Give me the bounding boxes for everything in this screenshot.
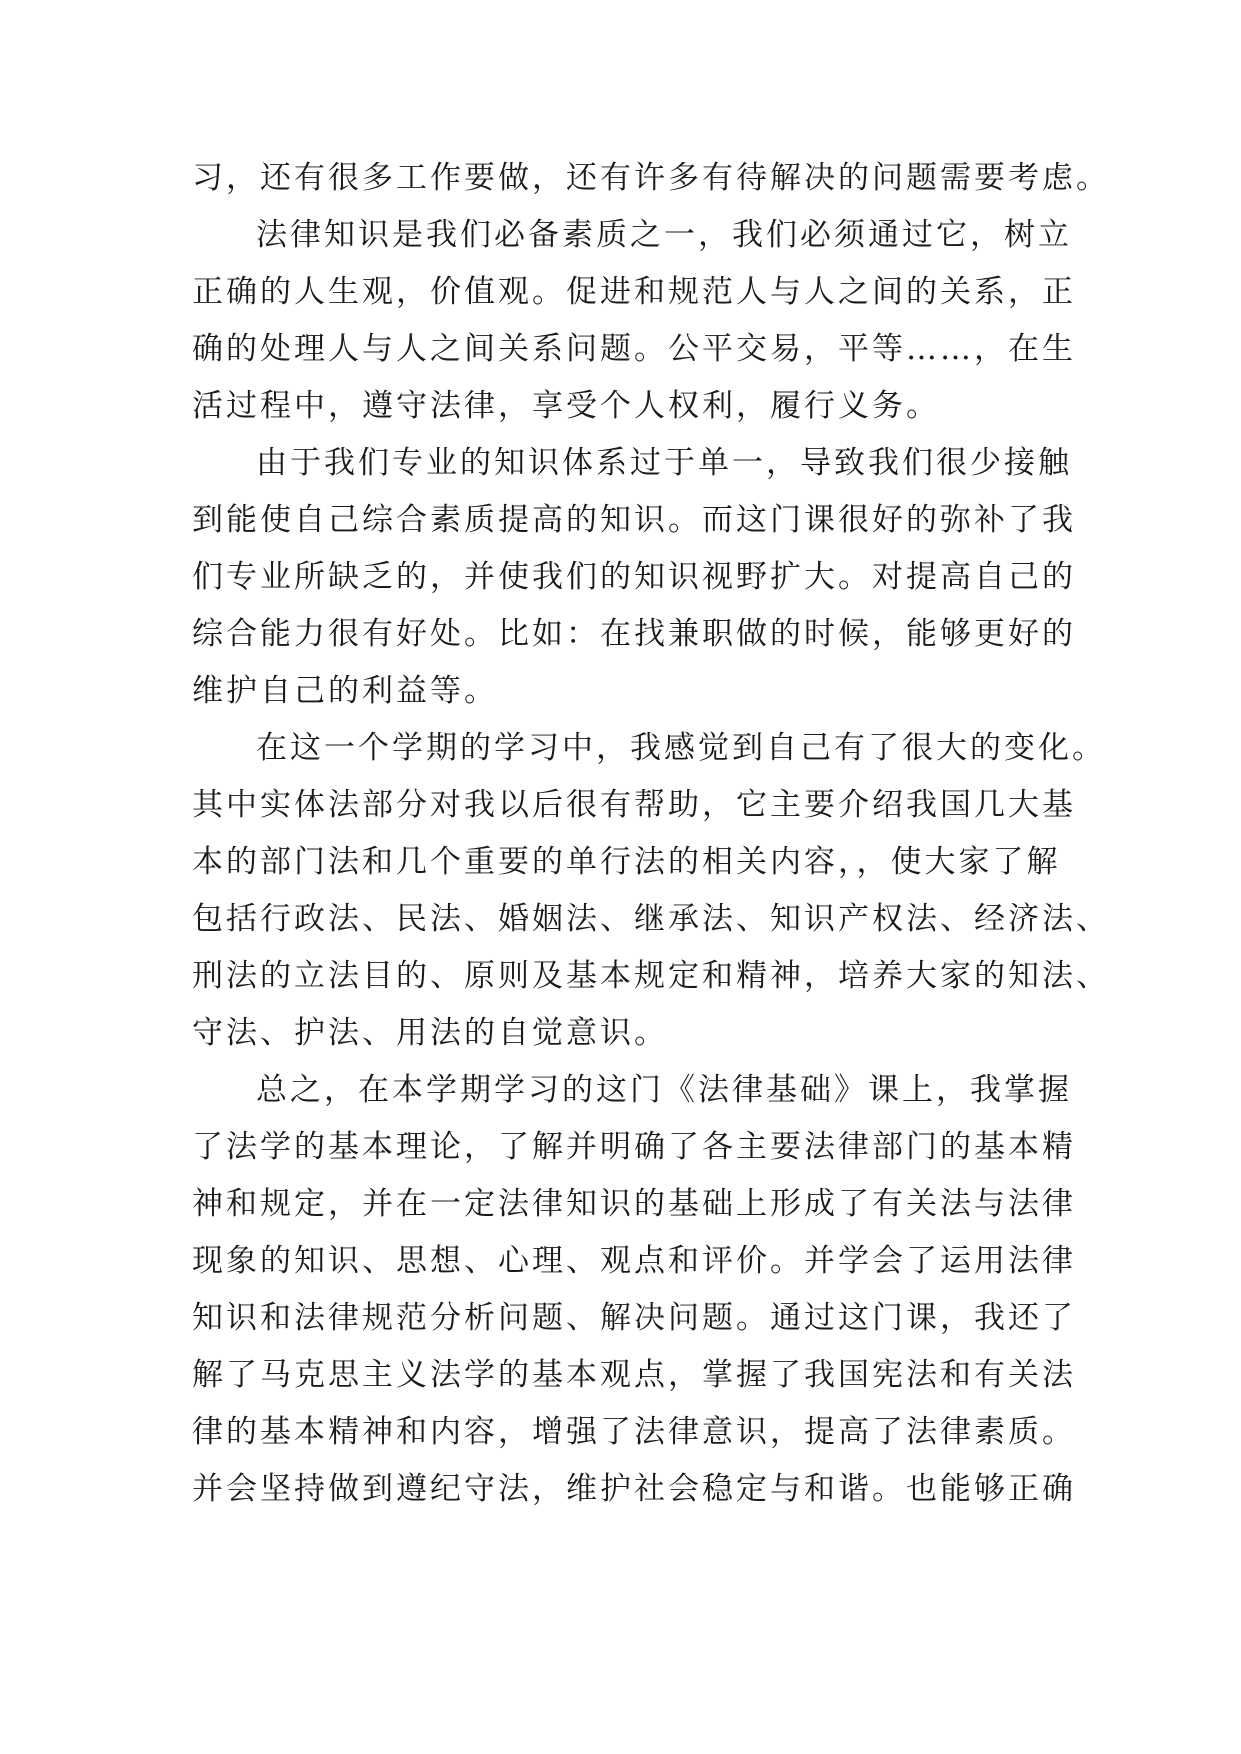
- text-line: 守法、护法、用法的自觉意识。: [192, 1015, 668, 1051]
- text-line: 知识和法律规范分析问题、解决问题。通过这门课，我还了: [192, 1300, 1076, 1336]
- text-line: 包括行政法、民法、婚姻法、继承法、知识产权法、经济法、: [192, 901, 1110, 937]
- text-line: 律的基本精神和内容，增强了法律意识，提高了法律素质。: [192, 1414, 1076, 1450]
- text-line: 了法学的基本理论，了解并明确了各主要法律部门的基本精: [192, 1129, 1076, 1165]
- text-line: 到能使自己综合素质提高的知识。而这门课很好的弥补了我: [192, 502, 1076, 538]
- paragraph-start-line: 在这一个学期的学习中，我感觉到自己有了很大的变化。: [256, 730, 1106, 766]
- text-line: 确的处理人与人之间关系问题。公平交易，平等……，在生: [192, 331, 1076, 367]
- text-line: 综合能力很有好处。比如：在找兼职做的时候，能够更好的: [192, 616, 1076, 652]
- paragraph-start-line: 总之，在本学期学习的这门《法律基础》课上，我掌握: [256, 1072, 1072, 1108]
- paragraph-start-line: 法律知识是我们必备素质之一，我们必须通过它，树立: [256, 217, 1072, 253]
- document-body: [192, 150, 1110, 1518]
- paragraph-start-line: 由于我们专业的知识体系过于单一，导致我们很少接触: [256, 445, 1072, 481]
- text-line: 刑法的立法目的、原则及基本规定和精神，培养大家的知法、: [192, 958, 1110, 994]
- text-line: 并会坚持做到遵纪守法，维护社会稳定与和谐。也能够正确: [192, 1471, 1076, 1507]
- text-line: 正确的人生观，价值观。促进和规范人与人之间的关系，正: [192, 274, 1076, 310]
- text-line: 解了马克思主义法学的基本观点，掌握了我国宪法和有关法: [192, 1357, 1076, 1393]
- text-line: 活过程中，遵守法律，享受个人权利，履行义务。: [192, 388, 940, 424]
- text-line: 本的部门法和几个重要的单行法的相关内容，，使大家了解: [192, 844, 1061, 880]
- text-line: 神和规定，并在一定法律知识的基础上形成了有关法与法律: [192, 1186, 1076, 1222]
- text-line: 维护自己的利益等。: [192, 673, 498, 709]
- text-line: 们专业所缺乏的，并使我们的知识视野扩大。对提高自己的: [192, 559, 1076, 595]
- text-line: 其中实体法部分对我以后很有帮助，它主要介绍我国几大基: [192, 787, 1076, 823]
- text-line: 现象的知识、思想、心理、观点和评价。并学会了运用法律: [192, 1243, 1076, 1279]
- text-line: 习，还有很多工作要做，还有许多有待解决的问题需要考虑。: [192, 160, 1110, 196]
